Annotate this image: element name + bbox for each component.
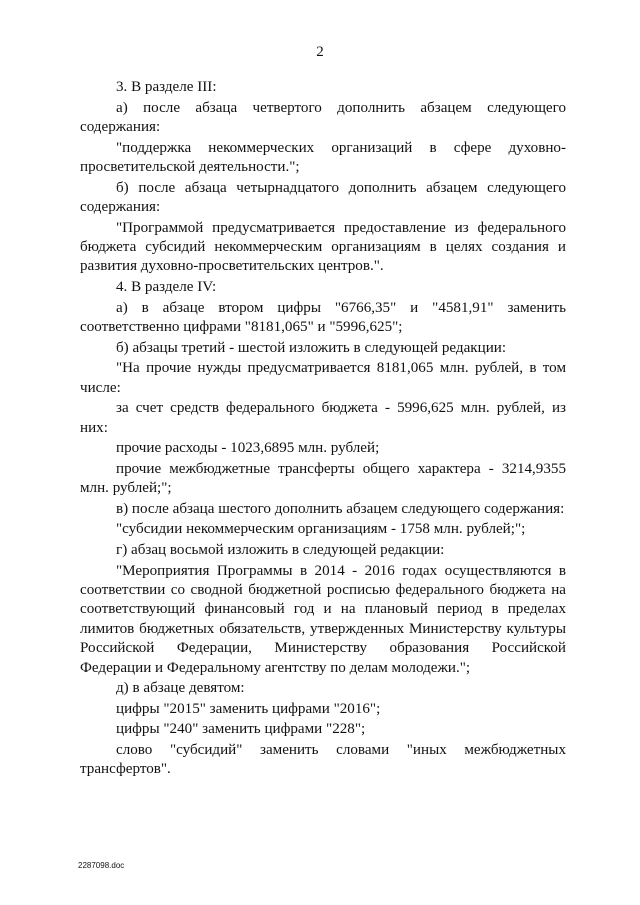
amendment-item: в) после абзаца шестого дополнить абзацем следующего содержания: bbox=[116, 500, 565, 517]
document-body bbox=[80, 78, 566, 781]
amendment-item: г) абзац восьмой изложить в следующей редакции: bbox=[116, 541, 445, 558]
amendment-item: б) после абзаца четырнадцатого дополнить абзацем следующего содержания: bbox=[80, 179, 566, 215]
quoted-text: "субсидии некоммерческим организациям - 1758 млн. рублей;"; bbox=[116, 521, 526, 538]
quoted-text: прочие расходы - 1023,6895 млн. рублей; bbox=[116, 440, 380, 457]
quoted-text: прочие межбюджетные трансферты общего характера - 3214,9355 млн. рублей;"; bbox=[80, 460, 566, 497]
section-heading: 4. В разделе IV: bbox=[116, 279, 217, 295]
page-number: 2 bbox=[316, 44, 324, 60]
amendment-subitem: цифры "240" заменить цифрами "228"; bbox=[116, 721, 366, 738]
quoted-text: "Программой предусматривается предоставление из федерального бюджета субсидий некоммерческим организациям в целях создания и развития духовно-просветительских центров.". bbox=[80, 219, 566, 275]
amendment-item: д) в абзаце девятом: bbox=[116, 680, 245, 697]
amendment-subitem: слово "субсидий" заменить словами "иных межбюджетных трансфертов". bbox=[80, 741, 566, 778]
section-heading: 3. В разделе III: bbox=[116, 79, 217, 95]
quoted-text: "На прочие нужды предусматривается 8181,065 млн. рублей, в том числе: bbox=[80, 360, 566, 396]
amendment-item: а) в абзаце втором цифры "6766,35" и "4581,91" заменить соответственно цифрами "8181,065" и "5996,625"; bbox=[80, 299, 566, 335]
amendment-item: а) после абзаца четвертого дополнить абзацем следующего содержания: bbox=[80, 99, 566, 135]
amendment-item: б) абзацы третий - шестой изложить в следующей редакции: bbox=[116, 339, 507, 356]
amendment-subitem: цифры "2015" заменить цифрами "2016"; bbox=[116, 700, 381, 717]
quoted-text: за счет средств федерального бюджета - 5996,625 млн. рублей, из них: bbox=[80, 400, 566, 436]
quoted-text: "поддержка некоммерческих организаций в сфере духовно-просветительской деятельности."; bbox=[80, 139, 566, 175]
quoted-text: "Мероприятия Программы в 2014 - 2016 годах осуществляются в соответствии со сводной бюджетной росписью федерального бюджета на соответствующий финансовый год и на плановый период в пределах лимитов бюджетных обязательств, утвержденных Министерству культуры Российской Федерации, Министерству образования Российской Федерации и Федеральному агентству по делам молодежи."; bbox=[80, 562, 566, 676]
file-name-footer: 2287098.doc bbox=[78, 861, 125, 870]
